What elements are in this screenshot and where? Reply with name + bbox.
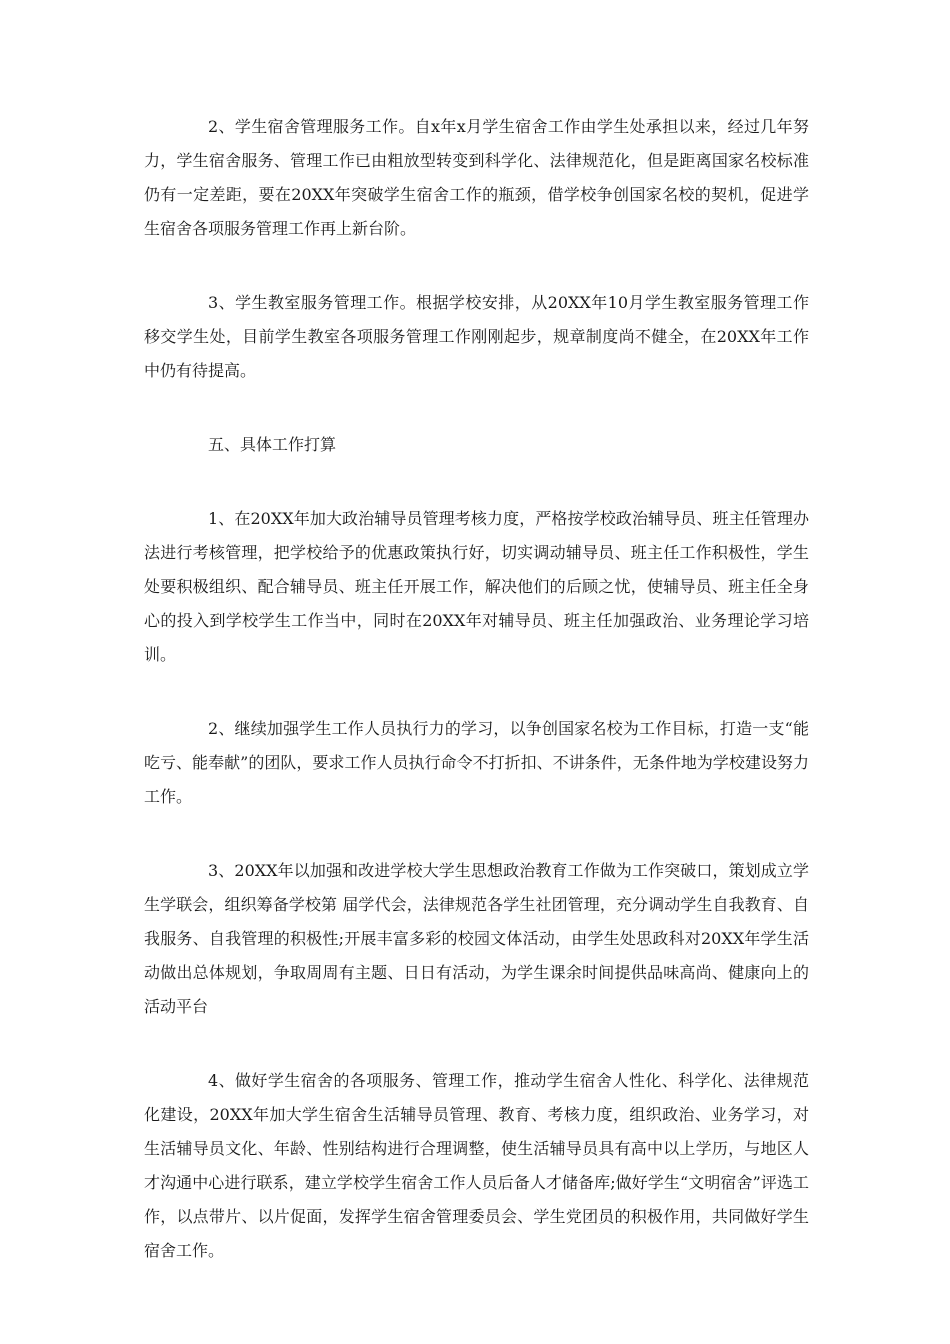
paragraph-plan-item-2: 2、继续加强学生工作人员执行力的学习，以争创国家名校为工作目标，打造一支“能吃亏、能奉献”的团队，要求工作人员执行命令不打折扣、不讲条件，无条件地为学校建设努力工作。 — [144, 719, 809, 806]
document-body — [144, 110, 809, 1308]
paragraph-dormitory-management: 2、学生宿舍管理服务工作。自x年x月学生宿舍工作由学生处承担以来，经过几年努力，学生宿舍服务、管理工作已由粗放型转变到科学化、法律规范化，但是距离国家名校标准仍有一定差距，要在20XX年突破学生宿舍工作的瓶颈，借学校争创国家名校的契机，促进学生宿舍各项服务管理工作再上新台阶。 — [144, 117, 809, 238]
paragraph-classroom-management: 3、学生教室服务管理工作。根据学校安排，从20XX年10月学生教室服务管理工作移交学生处，目前学生教室各项服务管理工作刚刚起步，规章制度尚不健全，在20XX年工作中仍有待提高。 — [144, 293, 809, 380]
paragraph-plan-item-4: 4、做好学生宿舍的各项服务、管理工作，推动学生宿舍人性化、科学化、法律规范化建设，20XX年加大学生宿舍生活辅导员管理、教育、考核力度，组织政治、业务学习，对生活辅导员文化、年龄、性别结构进行合理调整，使生活辅导员具有高中以上学历，与地区人才沟通中心进行联系，建立学校学生宿舍工作人员后备人才储备库;做好学生“文明宿舍”评选工作，以点带片、以片促面，发挥学生宿舍管理委员会、学生党团员的积极作用，共同做好学生宿舍工作。 — [144, 1071, 809, 1260]
section-heading-work-plan: 五、具体工作打算 — [208, 435, 337, 454]
paragraph-plan-item-1: 1、在20XX年加大政治辅导员管理考核力度，严格按学校政治辅导员、班主任管理办法进行考核管理，把学校给予的优惠政策执行好，切实调动辅导员、班主任工作积极性，学生处要积极组织、配合辅导员、班主任开展工作，解决他们的后顾之忧，使辅导员、班主任全身心的投入到学校学生工作当中，同时在20XX年对辅导员、班主任加强政治、业务理论学习培训。 — [144, 509, 809, 664]
paragraph-plan-item-3: 3、20XX年以加强和改进学校大学生思想政治教育工作做为工作突破口，策划成立学生学联会，组织筹备学校第 届学代会，法律规范各学生社团管理，充分调动学生自我教育、自我服务、自我管理的积极性;开展丰富多彩的校园文体活动，由学生处思政科对20XX年学生活动做出总体规划，争取周周有主题、日日有活动，为学生课余时间提供品味高尚、健康向上的活动平台 — [144, 861, 809, 1016]
